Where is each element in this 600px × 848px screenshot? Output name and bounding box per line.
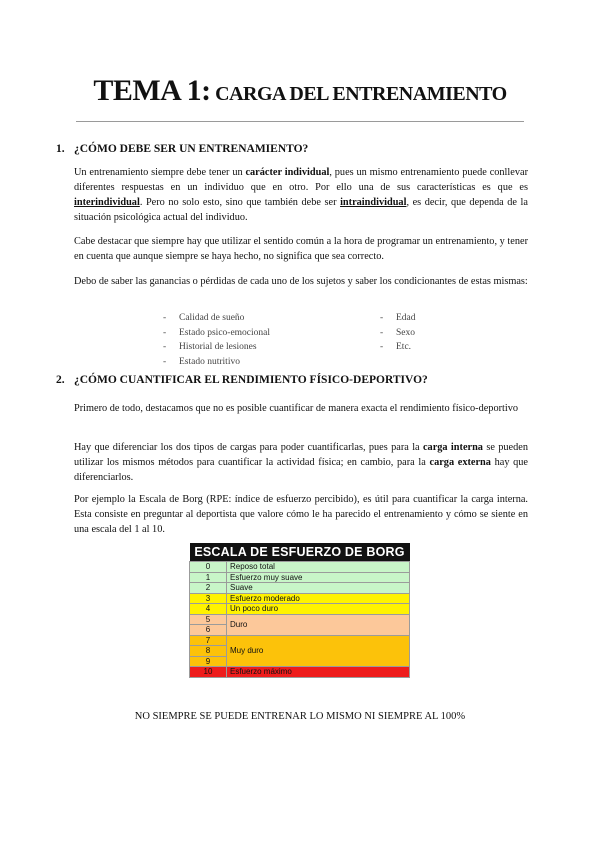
borg-value: 8	[190, 646, 227, 657]
table-row	[190, 614, 410, 625]
bold-text: carga interna	[422, 442, 483, 453]
borg-table-title: ESCALA DE ESFUERZO DE BORG	[190, 543, 410, 562]
bold-text: carga externa	[429, 457, 491, 468]
borg-value: 4	[190, 604, 227, 615]
table-row	[190, 593, 410, 604]
list-item: - Calidad de sueño	[163, 313, 245, 323]
underlined-term: intraindividual	[340, 197, 407, 208]
bold-text: carácter individual	[245, 167, 330, 178]
section-1-number: 1.	[56, 143, 65, 155]
section-1-paragraph-3: Debo de saber las ganancias o pérdidas de cada uno de los sujetos y saber los condicionantes de estas mismas:	[74, 276, 528, 287]
borg-value: 2	[190, 583, 227, 594]
borg-value: 3	[190, 593, 227, 604]
borg-scale-table	[189, 543, 410, 678]
list-item: - Edad	[380, 313, 416, 323]
section-2-number: 2.	[56, 374, 65, 386]
text-run: se pueden utilizar los mismos métodos para cuantificar la actividad física; en cambio, para la	[74, 442, 528, 468]
borg-value: 10	[190, 667, 227, 678]
borg-value: 9	[190, 656, 227, 667]
borg-label: Esfuerzo muy suave	[227, 572, 410, 583]
text-run: Un entrenamiento siempre debe tener un	[74, 167, 246, 178]
section-2-paragraph-3: Por ejemplo la Escala de Borg (RPE: índice de esfuerzo percibido), es útil para cuantificar la carga interna. Esta consiste en preguntar al deportista que valore cómo le ha parecido el entrenamiento y cómo se siente en una escala del 1 al 10.	[74, 494, 528, 535]
borg-label: Esfuerzo moderado	[227, 593, 410, 604]
borg-value: 5	[190, 614, 227, 625]
table-row	[190, 572, 410, 583]
section-1-title: ¿CÓMO DEBE SER UN ENTRENAMIENTO?	[74, 143, 309, 155]
table-row	[190, 604, 410, 615]
borg-value: 6	[190, 625, 227, 636]
list-item: - Historial de lesiones	[163, 342, 257, 352]
section-1-paragraph-2: Cabe destacar que siempre hay que utilizar el sentido común a la hora de programar un entrenamiento, y tener en cuenta que aunque siempre se haya hecho, no significa que sea correcto.	[74, 236, 528, 262]
conditions-list-left	[163, 311, 270, 369]
borg-value: 0	[190, 562, 227, 573]
list-item: - Etc.	[380, 342, 412, 352]
borg-label: Esfuerzo máximo	[227, 667, 410, 678]
text-run: hay que diferenciarlos.	[74, 457, 528, 483]
table-row	[190, 635, 410, 646]
text-run: Hay que diferenciar los dos tipos de cargas para poder cuantificarlas, pues para la	[74, 442, 423, 453]
table-row	[190, 583, 410, 594]
underlined-term: interindividual	[74, 197, 140, 208]
title-prefix: TEMA 1:	[93, 74, 211, 107]
borg-label: Un poco duro	[227, 604, 410, 615]
borg-label: Duro	[227, 614, 410, 635]
text-run: , pues un mismo entrenamiento puede conllevar diferentes respuestas en un individuo que en otro. Por ello una de sus características es que es	[74, 167, 528, 193]
borg-label: Suave	[227, 583, 410, 594]
footer-note: NO SIEMPRE SE PUEDE ENTRENAR LO MISMO NI SIEMPRE AL 100%	[134, 711, 466, 722]
list-item: - Estado psico-emocional	[163, 327, 271, 338]
list-item: - Sexo	[380, 327, 415, 338]
section-1-paragraph-1	[74, 165, 528, 225]
text-run: . Pero no solo esto, sino que también debe ser	[139, 197, 341, 208]
page-title	[0, 74, 600, 108]
section-2-paragraph-2	[74, 440, 528, 485]
table-row	[190, 562, 410, 573]
text-run: , es decir, que dependa de la situación psicológica actual del individuo.	[74, 197, 528, 223]
title-divider	[76, 121, 524, 122]
section-2-title: ¿CÓMO CUANTIFICAR EL RENDIMIENTO FÍSICO-DEPORTIVO?	[74, 374, 428, 386]
borg-value: 7	[190, 635, 227, 646]
borg-label: Muy duro	[227, 635, 410, 667]
borg-value: 1	[190, 572, 227, 583]
title-rest: CARGA DEL ENTRENAMIENTO	[210, 83, 507, 105]
borg-label: Reposo total	[227, 562, 410, 573]
table-row	[190, 667, 410, 678]
conditions-list-right	[380, 311, 416, 355]
section-2-paragraph-1: Primero de todo, destacamos que no es posible cuantificar de manera exacta el rendimiento físico-deportivo	[74, 403, 519, 414]
list-item: - Estado nutritivo	[163, 356, 240, 367]
